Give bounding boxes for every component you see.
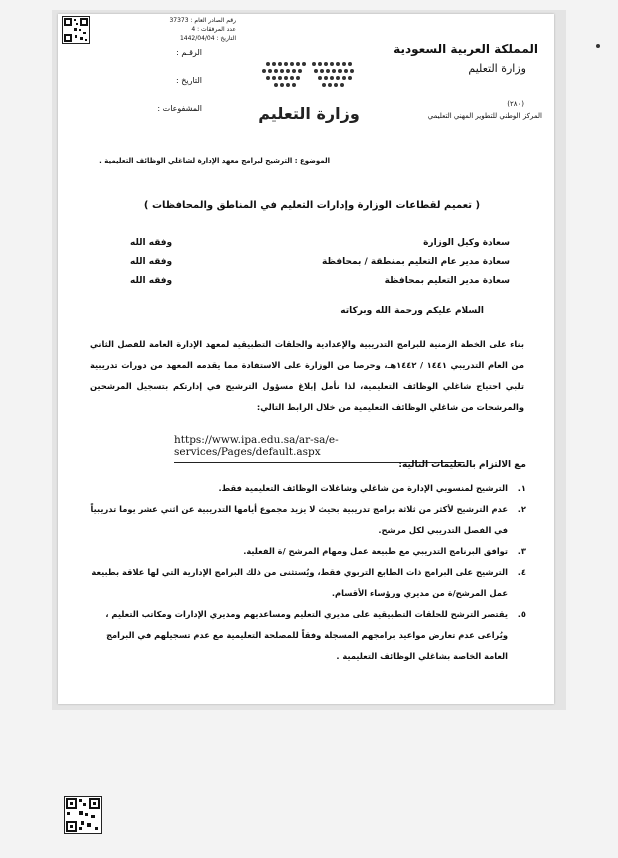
addressee-wish: وفقه الله — [130, 257, 173, 267]
ipa-link[interactable]: https://www.ipa.edu.sa/ar-sa/e-services/Pages/default.aspx — [174, 434, 339, 458]
margin-dot — [596, 44, 600, 48]
addressee-row — [100, 238, 510, 257]
instruction-number: ٥. — [517, 609, 526, 619]
center-name: المركز الوطني للتطوير المهني التعليمي — [427, 112, 542, 120]
number-field: الرقـم : — [176, 48, 202, 57]
instruction-item — [90, 478, 526, 499]
addressee-wish: وفقه الله — [130, 276, 173, 286]
date-field-label: التاريخ — [181, 76, 202, 85]
letter-page — [58, 14, 554, 704]
date-field: التاريخ : — [175, 76, 202, 85]
bottom-qr-code-icon — [64, 796, 102, 834]
attach-count-label: عدد المرفقات : — [197, 26, 236, 33]
attach-count-row — [126, 26, 236, 33]
number-field-label: الرقـم — [181, 48, 202, 57]
addressee-name: سعادة مدير التعليم بمحافظة — [384, 276, 510, 286]
ref-number-row — [126, 17, 236, 24]
issue-date-value: 1442/04/04 — [179, 35, 215, 42]
instruction-text: توافق البرنامج التدريبي مع طبيعة عمل ومهام المرشح /ة الفعلية. — [243, 546, 508, 556]
instructions-list — [90, 478, 526, 667]
circular-title: ( تعميم لقطاعات الوزارة وإدارات التعليم في المناطق والمحافظات ) — [143, 200, 481, 211]
instruction-item — [90, 499, 526, 541]
instructions-heading: مع الالتزام بالتعليمات التالية: — [398, 460, 526, 470]
ministry-logo — [254, 46, 364, 128]
attach-count-value: 4 — [191, 26, 196, 33]
addressee-wish: وفقه الله — [130, 238, 173, 248]
header-code: (٢٨٠) — [507, 100, 524, 108]
instruction-text: الترشيح على البرامج ذات الطابع التربوي فقط، ويُستثنى من ذلك البرامج الإدارية التي لها علاقة بطبيعة عمل المرشح/ة من مديري ورؤساء الأقسام. — [91, 567, 508, 598]
addressee-list — [100, 238, 510, 295]
logo-text: وزارة التعليم — [258, 104, 360, 123]
addressee-row — [100, 276, 510, 295]
instruction-item — [90, 541, 526, 562]
attachments-field: المشفوعات : — [157, 104, 202, 113]
instruction-item — [90, 562, 526, 604]
greeting: السلام عليكم ورحمة الله وبركاته — [340, 306, 484, 316]
dots-logo-icon — [254, 46, 364, 96]
issue-date-label: التاريخ : — [216, 35, 236, 42]
subject-line: الموضوع : الترشيح لبرامج معهد الإدارة لشاغلي الوظائف التعليمية . — [99, 157, 330, 165]
instruction-text: يقتصر الترشح للحلقات التطبيقية على مديري التعليم ومساعديهم ومديري الإدارات ومكاتب التعليم ، ويُراعى عدم تعارض مواعيد برامجهم المسجلة وفقاً للمصلحة التعليمية مع عدم تسجيلهم في البرامج العامة الخاصة بشاغلي الوظائف التعليمية . — [105, 609, 508, 661]
addressee-name: سعادة مدير عام التعليم بمنطقة / بمحافظة — [321, 257, 510, 267]
instruction-text: عدم الترشيح لأكثر من ثلاثة برامج تدريبية بحيث لا يزيد مجموع أيامها التدريبية عن اثني عشر يوما تدريبياً في الفصل التدريبي لكل مرشح. — [90, 504, 508, 535]
attachments-field-label: المشفوعات — [162, 104, 202, 113]
ref-number-value: 37373 — [169, 17, 189, 24]
qr-code-icon — [62, 16, 90, 44]
body-paragraph: بناء على الخطة الزمنية للبرامج التدريبية والإعدادية والحلقات التطبيقية لمعهد الإدارة العامة للفصل الثاني من العام التدريبي ١٤٤١ / ١٤٤٢هـ، وحرصا من الوزارة على الاستفادة مما يقدمه المعهد من دورات تدريبية تلبي احتياج شاغلي الوظائف التعليمية، لذا نأمل إبلاغ مسؤول الترشيح في إدارتكم بتسجيل المرشحين والمرشحات من شاغلي الوظائف التعليمية من خلال الرابط التالي: — [90, 339, 525, 412]
issue-date-row — [126, 35, 236, 42]
instruction-text: الترشيح لمنسوبي الإدارة من شاغلي وشاغلات الوظائف التعليمية فقط. — [218, 483, 508, 493]
instruction-number: ٢. — [517, 504, 526, 514]
instruction-number: ٣. — [517, 546, 526, 556]
link-block — [174, 434, 464, 463]
instruction-item — [90, 604, 526, 667]
ref-number-label: رقم الصادر العام : — [190, 17, 236, 24]
ministry-name: وزارة التعليم — [468, 62, 526, 75]
instruction-number: ١. — [517, 483, 526, 493]
kingdom-name: المملكة العربية السعودية — [393, 42, 538, 56]
instruction-number: ٤. — [517, 567, 526, 577]
addressee-row — [100, 257, 510, 276]
addressee-name: سعادة وكيل الوزارة — [423, 238, 510, 248]
